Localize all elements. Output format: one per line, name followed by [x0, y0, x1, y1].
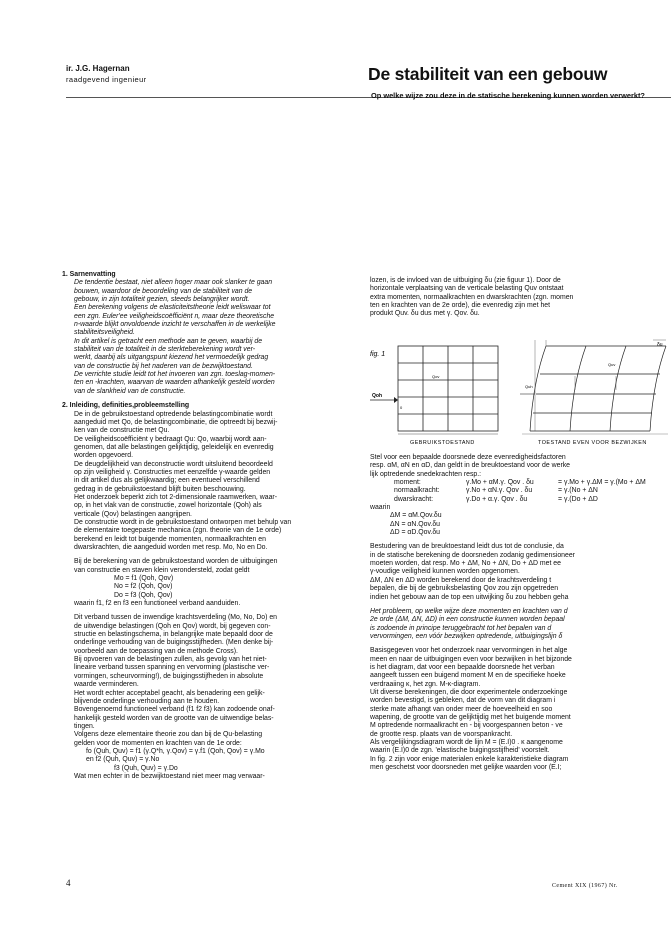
- text-line: ten en -krachten, waarvan de waarden afhankelijk gesteld worden: [74, 379, 275, 387]
- text-line: bepalen, die bij de gebruiksbelasting Qov zou zijn opgetreden: [370, 585, 559, 593]
- text-line: Bij opvoeren van de belastingen zullen, als gevolg van het niet-: [74, 656, 267, 664]
- text-line: structie en belastingschema, in belangrijke mate bepaald door de: [74, 631, 273, 639]
- delta-line: ΔM = αM.Qov.δu: [390, 512, 442, 520]
- text-line: Het onderzoek beperkt zich tot 2-dimensionale raamwerken, waar-: [74, 493, 277, 501]
- caption-left: GEBRUIKSTOESTAND: [410, 440, 475, 446]
- text-line: extra momenten, normaalkrachten en dwarskrachten (zgn. momen: [370, 293, 574, 301]
- text-line: men geschetst voor doorsneden met gelijke waarden voor (E.I;: [370, 764, 562, 772]
- text-line: Als vergelijkingsdiagram wordt de lijn M = (E.I)0 . κ aangenome: [370, 739, 563, 746]
- text-line: van de slankheid van de constructie.: [74, 387, 186, 395]
- text-line: Wat men echter in de bezwijktoestand niet meer mag verwaar-: [74, 772, 265, 780]
- text-line: genomen, dat alle belastingen gelijktijdig, geleidelijk en evenredig: [74, 443, 274, 451]
- text-line: is zodoende in principe teruggebracht tot het bepalen van d: [370, 624, 552, 632]
- text-line: Het wordt echter acceptabel geacht, als benadering een gelijk-: [74, 689, 265, 697]
- problem-block: [370, 608, 671, 641]
- left-column: [62, 267, 358, 781]
- text-line: worden bevestigd, is gebleken, dat de vorm van dit diagram i: [370, 697, 556, 705]
- text-line: De verrichte studie leidt tot het invoeren van zgn. toeslag-momen-: [74, 371, 276, 379]
- eq-rhs: = γ.Mo + γ.ΔM = γ.(Mo + ΔM: [558, 479, 646, 487]
- eq-lhs: γ.Mo + αM.γ. Qov . δu: [466, 479, 534, 487]
- section-heading: 2. Inleiding, definities,probleemstelling: [62, 402, 190, 410]
- text-line: op zijn veiligheid γ. Constructies met eenzelfde γ-waarde gelden: [74, 468, 271, 476]
- text-line: in dit artikel dus als gelijkwaardig; een eventueel verschillend: [74, 477, 260, 485]
- text-line: 2e orde (ΔM, ΔN, ΔD) in een constructie kunnen worden bepaal: [370, 616, 565, 624]
- equation-block: [370, 479, 671, 504]
- text-line: op, in het vlak van de constructie, zowel horizontale (Qoh) als: [74, 502, 262, 510]
- eq-name: normaalkracht:: [394, 487, 440, 495]
- text-line: meen en naar de uitbuigingen even voor bezwijken in het bijzonde: [370, 655, 572, 663]
- text-line: bouwen, waardoor de beoordeling van de stabiliteit van de: [74, 287, 253, 295]
- text-line: Basisgegeven voor het onderzoek naar vervormingen in het alge: [370, 647, 568, 655]
- eq-rhs: = γ.(Do + ΔD: [558, 495, 598, 503]
- page-number: 4: [66, 878, 71, 888]
- equation-shear: [394, 496, 671, 504]
- text-line: aangeduid met Qo, de belastingcombinatie, die optreedt bij bezwij-: [74, 418, 278, 426]
- delta-u: δu: [657, 342, 663, 348]
- text-line: produkt Quv. δu dus met γ. Qov. δu.: [370, 310, 480, 318]
- load-zero: 0: [400, 405, 403, 410]
- text-line: blijvende onderlinge verhouding aan te houden.: [74, 697, 220, 705]
- text-line: waarin f1, f2 en f3 een functioneel verband aanduiden.: [74, 600, 241, 608]
- formula-line: en f2 (Quh, Quv) = γ.No: [86, 756, 160, 764]
- right-column-top: [370, 277, 671, 319]
- text-line: de uitwendige belastingen (Qoh en Qov) wordt, bij gegeven con-: [74, 622, 271, 630]
- journal-reference: Cement XIX (1967) Nr.: [552, 883, 618, 889]
- text-line: ken van de constructie met Qu.: [74, 427, 170, 435]
- load-quh: Quh: [525, 384, 533, 389]
- text-line: gedrag in de gebruikstoestand blijft buiten beschouwing.: [74, 485, 246, 493]
- text-line: gelden voor de momenten en krachten van de 1e orde:: [74, 739, 242, 747]
- figure-1: [370, 338, 671, 448]
- formula-line: fo (Quh, Quv) = f1 (γ.Q*h, γ.Qov) = γ.f1 (Qoh, Qov) = γ.Mo: [86, 747, 265, 755]
- text-line: waarin: [370, 504, 391, 512]
- text-line: horizontale verplaatsing van de verticale belasting Quv ontstaat: [370, 285, 564, 293]
- text-line: in de statische berekening de doorsneden zodanig gedimensioneer: [370, 551, 575, 559]
- text-line: moeten worden, dat resp. Mo + ΔM, No + ΔN, Do + ΔD met ee: [370, 560, 561, 568]
- formula-line: No = f2 (Qoh, Qov): [114, 583, 173, 591]
- text-line: de elementaire toegepaste mechanica (zgn. theorie van de 1e orde): [74, 527, 282, 535]
- text-line: waarde verminderen.: [74, 681, 139, 689]
- text-line: aangeeft tussen een buigend moment M en de specifieke hoeke: [370, 672, 566, 680]
- right-column-body: [370, 454, 671, 772]
- text-line: lijk optredende snedekrachten resp.:: [370, 470, 482, 478]
- text-line: De deugdelijkheid van deconstructie wordt uitsluitend beoordeeld: [74, 460, 273, 468]
- text-line: lozen, is de invloed van de uitbuiging δu (zie figuur 1). Door de: [370, 277, 561, 284]
- text-line: indien het gebouw aan de top een uitwijking δu zou hebben geha: [370, 593, 569, 601]
- eq-name: dwarskracht:: [394, 495, 434, 503]
- text-line: ten en krachten van de 2e orde), die evenredig zijn met het: [370, 302, 551, 310]
- text-line: verticale (Qov) belastingen aangrijpen.: [74, 510, 192, 518]
- text-line: Uit diverse berekeningen, die door experimentele onderzoekinge: [370, 688, 568, 696]
- text-line: een zgn. Euler'ee veiligheidscoëfficiënt n, maar deze theoretische: [74, 312, 275, 320]
- delta-line: ΔN = αN.Qov.δu: [390, 520, 441, 528]
- article-title: De stabiliteit van een gebouw: [368, 64, 608, 84]
- formula-line: Do = f3 (Qoh, Qov): [114, 591, 173, 599]
- text-line: In dit artikel is getracht een methode aan te geven, waarbij de: [74, 337, 263, 345]
- text-line: berekend en leidt tot buigende momenten, normaalkrachten en: [74, 535, 266, 543]
- text-line: wapening, de grootte van de gelijktijdig met het buigende moment: [370, 713, 571, 721]
- text-line: vormingen, scheurvorming!), de buigingsstijfheden in absolute: [74, 672, 264, 680]
- text-line: tingen.: [74, 722, 95, 730]
- text-line: waarin (E.I)0 de zgn. 'elastische buigingsstijfheid' voorstelt.: [370, 747, 550, 755]
- text-line: Dit verband tussen de inwendige krachtsverdeling (Mo, No, Do) en: [74, 614, 277, 622]
- text-line: γ-voudige veiligheid kunnen worden opgenomen.: [370, 568, 520, 576]
- text-line: Volgens deze elementaire theorie zou dan bij de Qu-belasting: [74, 731, 263, 739]
- text-line: de grootte resp. plaats van de voorspankracht.: [370, 730, 513, 738]
- text-line: van constructie en staven klein verondersteld, zodat geldt: [74, 566, 250, 574]
- eq-name: moment:: [394, 479, 421, 487]
- text-line: stabiliteitsveiligheid.: [74, 329, 135, 337]
- text-line: verdraaiing κ, het zgn. M-κ-diagram.: [370, 680, 481, 688]
- intro-block: [62, 411, 358, 782]
- formula-line: Mo = f1 (Qoh, Qov): [114, 575, 174, 583]
- text-line: Stel voor een bepaalde doorsnede deze evenredigheidsfactoren: [370, 454, 566, 461]
- text-line: De in de gebruikstoestand optredende belastingcombinatie wordt: [74, 410, 273, 418]
- load-quv: Quv: [608, 362, 616, 367]
- text-line: ΔM, ΔN en ΔD worden berekend door de krachtsverdeling t: [370, 576, 552, 584]
- text-line: stabiliteit van de totaliteit in de sterkteberekening wordt ver-: [74, 346, 256, 354]
- eq-rhs: = γ.(No + ΔN: [558, 487, 598, 495]
- text-line: worden opgevoerd.: [74, 452, 133, 460]
- text-line: Het probleem, op welke wijze deze momenten en krachten van d: [370, 607, 568, 615]
- text-line: gebouw, in zijn totaliteit gezien, steeds belangrijker wordt.: [74, 296, 250, 304]
- figure-label: fig. 1: [370, 351, 386, 358]
- text-line: vervormingen, een vóór bezwijken optredende, uitbuigingslijn δ: [370, 632, 563, 640]
- text-line: resp. αM, αN en αD, dan geldt in de breuktoestand voor de werke: [370, 462, 571, 470]
- text-line: dwarskrachten, die aangeduid worden met resp. Mo, No en Do.: [74, 544, 268, 551]
- text-line: n-waarde blijkt onvoldoende inzicht te verschaffen in de werkelijke: [74, 321, 276, 329]
- section-heading: 1. Sarnenvatting: [62, 271, 116, 278]
- load-qov: Qov: [432, 374, 440, 379]
- text-line: onderlinge verhouding van de buigingsstijfheden. (Men denke bij-: [74, 639, 274, 647]
- text-line: lineaire verband tussen spanning en vervorming (plastische ver-: [74, 664, 270, 672]
- text-line: Bestudering van de breuktoestand leidt dus tot de conclusie, da: [370, 543, 564, 551]
- caption-right: TOESTAND EVEN VOOR BEZWIJKEN: [538, 440, 647, 446]
- text-line: hankelijk gesteld worden van de grootte van de uitwendige belas-: [74, 714, 274, 722]
- article-subtitle: Op welke wijze zou deze in de statische berekening kunnen worden verwerkt?: [371, 91, 645, 100]
- text-line: sterke mate afhangt van onder meer de hoeveelheid en soo: [370, 705, 553, 713]
- text-line: Bovengenoemd functioneel verband (f1 f2 f3) kan zodoende onaf-: [74, 706, 275, 714]
- equation-normal: [394, 487, 671, 495]
- text-line: voorbeeld aan de toepassing van de methode Cross).: [74, 647, 238, 655]
- text-line: Bij de berekening van de gebruikstoestand worden de uitbuigingen: [74, 558, 278, 566]
- text-line: van de constructie bij het naderen van de bezwijktoestand.: [74, 362, 253, 370]
- text-line: is het diagram, dat voor een bepaalde doorsnede het verban: [370, 663, 555, 671]
- equation-moment: [394, 479, 671, 487]
- text-line: werkt, daarbij als uitgangspunt kiezend het vermoedelijk gedrag: [74, 354, 269, 362]
- load-qoh: Qoh: [372, 393, 382, 399]
- text-line: Een berekening volgens de elasticiteitstheorie leidt weliswaar tot: [74, 304, 271, 312]
- delta-block: [370, 512, 671, 537]
- text-line: De tendentie bestaat, niet alleen hoger maar ook slanker te gaan: [74, 279, 273, 287]
- formula-line: f3 (Quh, Quv) = γ.Do: [114, 764, 178, 772]
- author-name: ir. J.G. Hagernan: [66, 64, 130, 73]
- text-line: De constructie wordt in de gebruikstoestand ontworpen met behulp van: [74, 518, 292, 526]
- text-line: M optredende normaalkracht en - bij voorgespannen beton - ve: [370, 722, 563, 730]
- text-line: In fig. 2 zijn voor enige materialen enkele karakteristieke diagram: [370, 755, 569, 763]
- summary-block: [62, 279, 358, 396]
- delta-line: ΔD = αD.Qov.δu: [390, 529, 441, 537]
- text-line: De veiligheidscoëfficiënt γ bedraagt Qu: Qo, waarbij wordt aan-: [74, 435, 267, 443]
- eq-lhs: γ.Do + α.γ. Qov . δu: [466, 495, 528, 503]
- author-role: raadgevend ingenieur: [66, 75, 147, 84]
- eq-lhs: γ.No + αN.γ. Qov . δu: [466, 487, 533, 495]
